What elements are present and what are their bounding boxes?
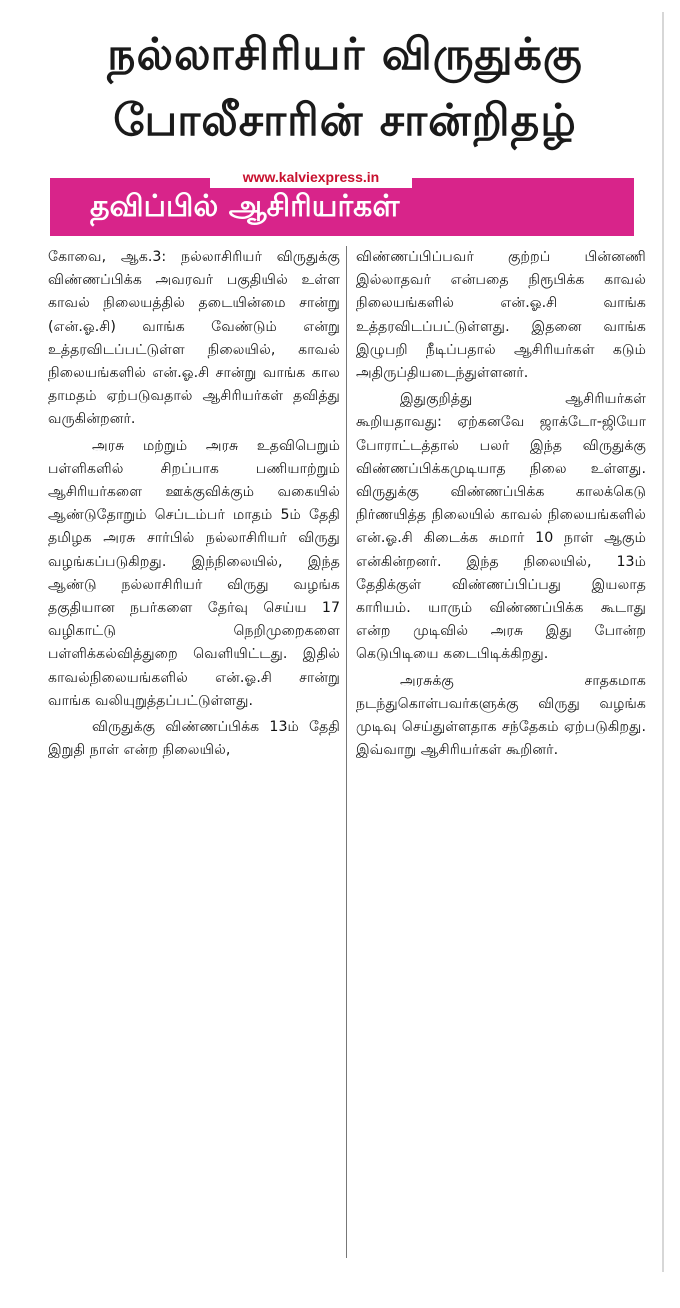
article-column-right — [356, 246, 646, 765]
page-edge — [662, 12, 664, 1272]
headline-line-1: நல்லாசிரியர் விருதுக்கு — [107, 29, 583, 80]
article-paragraph: விண்ணப்பிப்பவர் குற்றப் பின்னணி இல்லாதவர் என்பதை நிரூபிக்க காவல் நிலையங்களில் என்.ஓ.சி வாங்க உத்தரவிடப்பட்டுள்ளது. இதனை வாங்க இழுபறி நீடிப்பதால் ஆசிரியர்கள் கடும் அதிருப்தியடைந்துள்ளனர். — [356, 249, 646, 382]
article-paragraph: கோவை, ஆக.3: நல்லாசிரியர் விருதுக்கு விண்ணப்பிக்க அவரவர் பகுதியில் உள்ள காவல் நிலையத்தில் தடையின்மை சான்று (என்.ஓ.சி) வாங்க வேண்டும் என்று உத்தரவிடப்பட்டுள்ள நிலையில், காவல் நிலையங்களில் என்.ஓ.சி சான்று வாங்க கால தாமதம் ஏற்படுவதால் ஆசிரியர்கள் தவித்து வருகின்றனர். — [48, 249, 340, 428]
article-paragraph: அரசுக்கு சாதகமாக நடந்துகொள்பவர்களுக்கு விருது வழங்க முடிவு செய்துள்ளதாக சந்தேகம் ஏற்படுகிறது. இவ்வாறு ஆசிரியர்கள் கூறினர். — [356, 672, 646, 759]
watermark-url: www.kalviexpress.in — [210, 166, 412, 188]
column-divider — [346, 246, 347, 1258]
article-column-left — [48, 246, 340, 765]
article-paragraph: விருதுக்கு விண்ணப்பிக்க 13ம் தேதி இறுதி நாள் என்ற நிலையில், — [48, 719, 340, 759]
article-paragraph: அரசு மற்றும் அரசு உதவிபெறும் பள்ளிகளில் சிறப்பாக பணியாற்றும் ஆசிரியர்களை ஊக்குவிக்கும் வகையில் ஆண்டுதோறும் செப்டம்பர் மாதம் 5ம் தேதி தமிழக அரசு சார்பில் நல்லாசிரியர் விருது வழங்கப்படுகிறது. இந்நிலையில், இந்த ஆண்டு நல்லாசிரியர் விருது வழங்க தகுதியான நபர்களை தேர்வு செய்ய 17 வழிகாட்டு நெறிமுறைகளை பள்ளிக்கல்வித்துறை வெளியிட்டது. இதில் காவல்நிலையங்களில் என்.ஓ.சி சான்று வாங்க வலியுறுத்தப்பட்டுள்ளது. — [48, 437, 340, 709]
headline-line-2: போலீசாரின் சான்றிதழ் — [113, 95, 577, 146]
headline — [30, 22, 660, 154]
article-paragraph: இதுகுறித்து ஆசிரியர்கள் கூறியதாவது: ஏற்கனவே ஜாக்டோ-ஜியோ போராட்டத்தால் பலர் இந்த விருதுக்கு விண்ணப்பிக்கமுடியாத நிலை உள்ளது. விருதுக்கு விண்ணப்பிக்க காலக்கெடு நிர்ணயித்த நிலையில் காவல் நிலையங்களில் என்.ஓ.சி கிடைக்க சுமார் 10 நாள் ஆகும் என்கின்றனர். இந்த நிலையில், 13ம் தேதிக்குள் விண்ணப்பிப்பது இயலாத காரியம். யாரும் விண்ணப்பிக்க கூடாது என்ற முடிவில் அரசு இது போன்ற கெடுபிடியை கடைபிடிக்கிறது. — [356, 391, 646, 663]
subheading-text: தவிப்பில் ஆசிரியர்கள் — [90, 189, 400, 224]
